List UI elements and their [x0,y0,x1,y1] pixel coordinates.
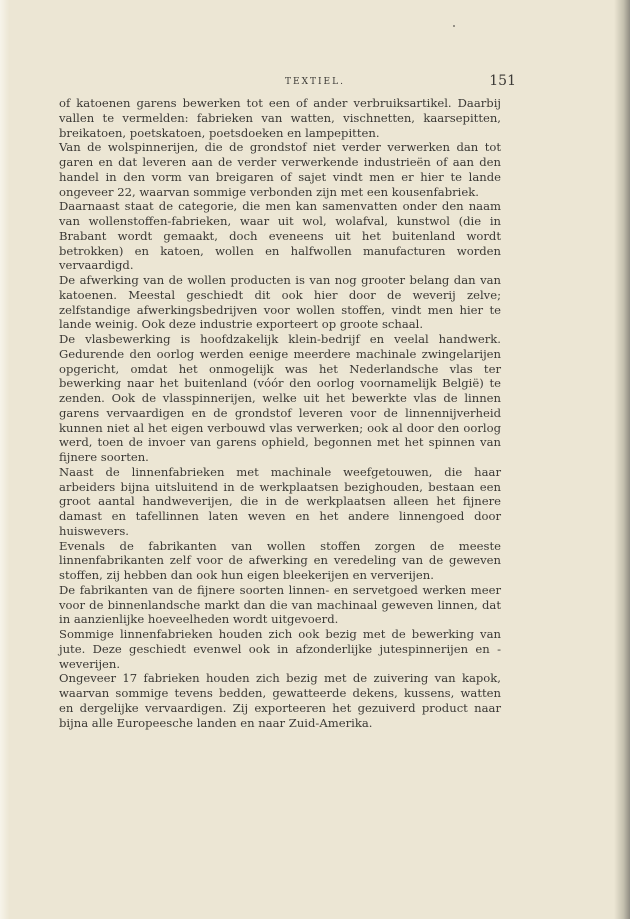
paragraph: De fabrikanten van de fijnere soorten linnen- en servetgoed werken meer voor de binnenlandsche markt dan die van machinaal geweven linnen, dat in aanzienlijke hoeveelheden wordt uitgevoerd. [59,582,501,627]
paragraph: Daarnaast staat de categorie, die men kan samenvatten onder den naam van wollenstoffen-fabrieken, waar uit wol, wolafval, kunstwol (die in Brabant wordt gemaakt, doch eveneens uit het buitenland wordt betrokken) en katoen, wollen en halfwollen manufacturen worden vervaardigd. [59,199,501,273]
paper-spot [453,25,455,27]
page-right-edge [614,0,630,919]
running-header: TEXTIEL. [285,77,345,87]
paragraph: Naast de linnenfabrieken met machinale weefgetouwen, die haar arbeiders bijna uitsluitend in de werkplaatsen bezighouden, bestaan een groot aantal handweverijen, die in de werkplaatsen alleen het fijnere damast en tafellinnen laten weven en het andere linnengoed door huiswevers. [59,464,501,538]
paragraph: Ongeveer 17 fabrieken houden zich bezig met de zuivering van kapok, waarvan sommige tevens bedden, gewatteerde dekens, kussens, watten en dergelijke vervaardigen. Zij exporteeren het gezuiverd product naar bijna alle Europeesche landen en naar Zuid-Amerika. [59,671,501,730]
paragraph: Evenals de fabrikanten van wollen stoffen zorgen de meeste linnenfabrikanten zelf voor de afwerking en veredeling van de geweven stoffen, zij hebben dan ook hun eigen bleekerijen en ververijen. [59,538,501,582]
page-left-edge [0,0,10,919]
paragraph: De vlasbewerking is hoofdzakelijk klein-bedrijf en veelal handwerk. Gedurende den oorlog werden eenige meerdere machinale zwingelarijen opgericht, omdat het onmogelijk was het Nederlandsche vlas ter bewerking naar het buitenland (vóór den oorlog voornamelijk België) te zenden. Ook de vlasspinnerijen, welke uit het bewerkte vlas de linnen garens vervaardigen en de grondstof leveren voor de linnennijverheid kunnen niet al het eigen verbouwd vlas verwerken; ook al door den oorlog werd, toen de invoer van garens ophield, begonnen met het spinnen van fijnere soorten. [59,332,501,464]
paragraph: of katoenen garens bewerken tot een of ander verbruiksartikel. Daarbij vallen te vermelden: fabrieken van watten, vischnetten, kaarsepitten, breikatoen, poetskatoen, poetsdoeken en lampepitten. [59,96,501,140]
paragraph: Van de wolspinnerijen, die de grondstof niet verder verwerken dan tot garen en dat leveren aan de verder verwerkende industrieën of aan den handel in den vorm van breigaren of sajet vindt men er hier te lande ongeveer 22, waarvan sommige verbonden zijn met een kousenfabriek. [59,140,501,199]
page-number: 151 [489,73,516,89]
paragraph: Sommige linnenfabrieken houden zich ook bezig met de bewerking van jute. Deze geschiedt evenwel ook in afzonderlijke jutespinnerijen en -weverijen. [59,627,501,671]
body-text [59,96,501,730]
paragraph: De afwerking van de wollen producten is van nog grooter belang dan van katoenen. Meestal geschiedt dit ook hier door de weverij zelve; zelfstandige afwerkingsbedrijven voor wollen stoffen, vindt men hier te lande weinig. Ook deze industrie exporteert op groote schaal. [59,273,501,332]
